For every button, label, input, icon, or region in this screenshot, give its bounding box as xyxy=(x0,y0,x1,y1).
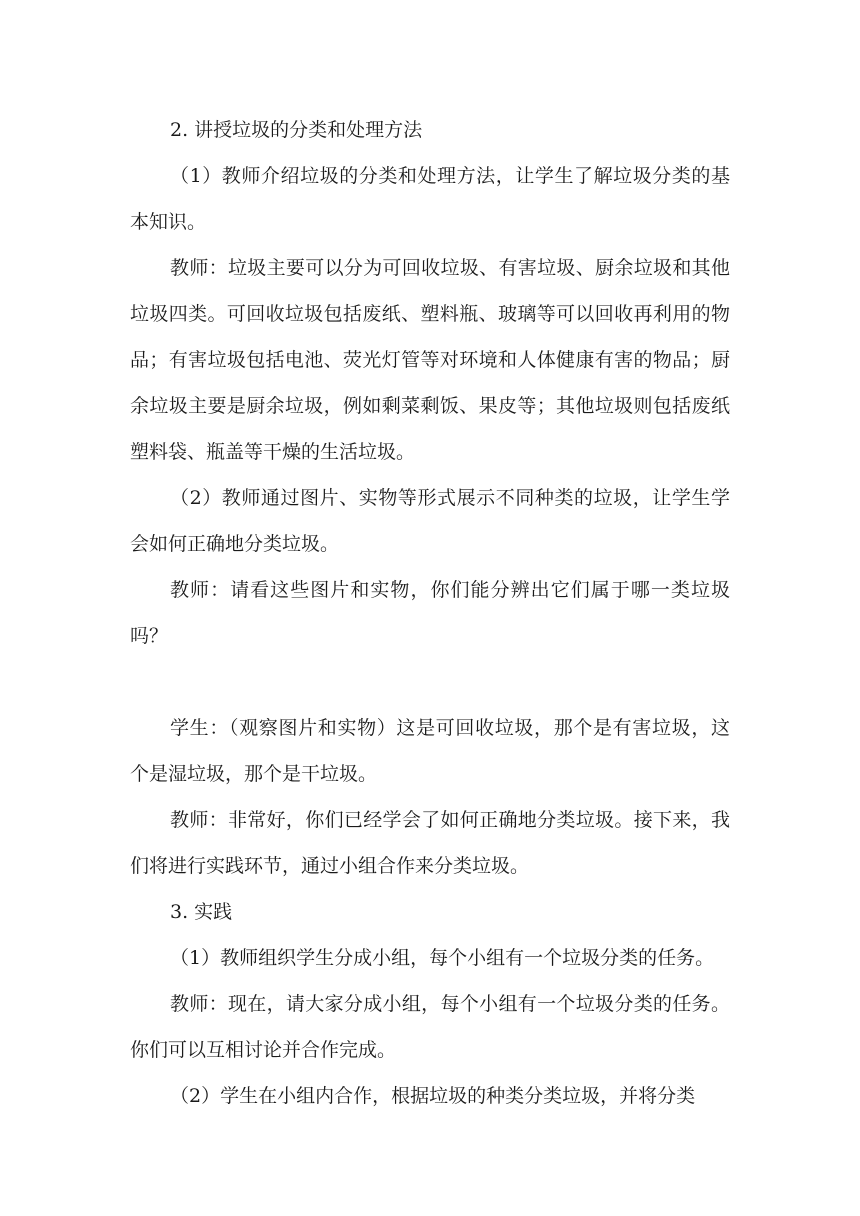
paragraph: 教师：非常好，你们已经学会了如何正确地分类垃圾。接下来，我们将进行实践环节，通过小组合作来分类垃圾。 xyxy=(130,809,730,877)
paragraph: （1）教师组织学生分成小组，每个小组有一个垃圾分类的任务。 xyxy=(170,947,715,969)
paragraph: 教师：垃圾主要可以分为可回收垃圾、有害垃圾、厨余垃圾和其他垃圾四类。可回收垃圾包括废纸、塑料瓶、玻璃等可以回收再利用的物品；有害垃圾包括电池、荧光灯管等对环境和人体健康有害的物品；厨余垃圾主要是厨余垃圾，例如剩菜剩饭、果皮等；其他垃圾则包括废纸塑料袋、瓶盖等干燥的生活垃圾。 xyxy=(130,257,730,463)
paragraph: 教师：请看这些图片和实物，你们能分辨出它们属于哪一类垃圾吗？ xyxy=(130,579,730,647)
section-heading-2: 2. 讲授垃圾的分类和处理方法 xyxy=(170,119,423,141)
paragraph: （1）教师介绍垃圾的分类和处理方法，让学生了解垃圾分类的基本知识。 xyxy=(130,165,730,233)
blank-line xyxy=(130,659,730,705)
paragraph: （2）学生在小组内合作，根据垃圾的种类分类垃圾，并将分类 xyxy=(170,1085,696,1107)
section-heading-3: 3. 实践 xyxy=(170,901,233,923)
paragraph: 教师：现在，请大家分成小组，每个小组有一个垃圾分类的任务。你们可以互相讨论并合作完成。 xyxy=(130,993,730,1061)
paragraph: （2）教师通过图片、实物等形式展示不同种类的垃圾，让学生学会如何正确地分类垃圾。 xyxy=(130,487,730,555)
document-body xyxy=(130,107,730,1119)
paragraph: 学生：（观察图片和实物）这是可回收垃圾，那个是有害垃圾，这个是湿垃圾，那个是干垃圾。 xyxy=(130,717,730,785)
